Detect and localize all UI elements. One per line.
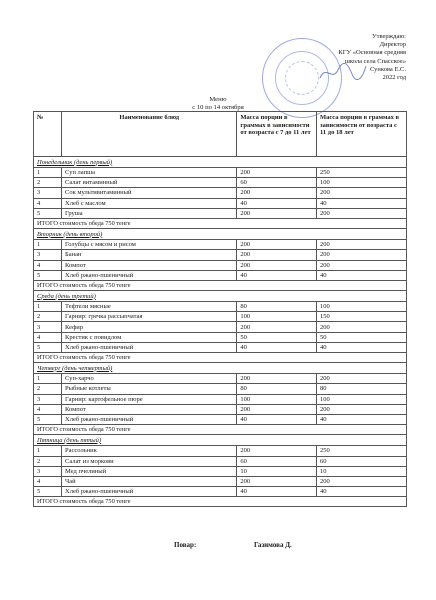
total-label: ИТОГО стоимость обеда 750 тенге (34, 497, 407, 507)
mass-young: 40 (237, 414, 317, 424)
mass-old: 100 (317, 178, 407, 188)
table-row (34, 384, 407, 394)
approval-line: Утверждаю: (372, 33, 406, 40)
dish-name: Крестик с повидлом (62, 332, 237, 342)
header-num: № (34, 112, 62, 157)
mass-old: 200 (317, 188, 407, 198)
total-row (34, 497, 407, 507)
table-header-row (34, 112, 407, 157)
mass-old: 200 (317, 322, 407, 332)
row-number: 5 (34, 487, 62, 497)
mass-old: 100 (317, 394, 407, 404)
day-label: Пятница (день пятый) (34, 435, 407, 446)
table-row (34, 250, 407, 260)
mass-old: 250 (317, 168, 407, 178)
dish-name: Суп лапша (62, 168, 237, 178)
mass-young: 10 (237, 466, 317, 476)
mass-old: 40 (317, 487, 407, 497)
cook-label: Повар: (174, 541, 197, 549)
total-label: ИТОГО стоимость обеда 750 тенге (34, 218, 407, 228)
day-label: Понедельник (день первый) (34, 157, 407, 168)
row-number: 3 (34, 250, 62, 260)
table-row (34, 178, 407, 188)
row-number: 2 (34, 178, 62, 188)
row-number: 2 (34, 456, 62, 466)
dish-name: Сок мультивитаминный (62, 188, 237, 198)
table-row (34, 302, 407, 312)
total-row (34, 425, 407, 435)
day-label: Вторник (день второй) (34, 229, 407, 240)
mass-young: 200 (237, 208, 317, 218)
mass-young: 40 (237, 487, 317, 497)
table-row (34, 260, 407, 270)
row-number: 1 (34, 446, 62, 456)
dish-name: Гарнир: картофельное пюре (62, 394, 237, 404)
dish-name: Кефир (62, 322, 237, 332)
approval-line: Сункова Е.С. (369, 65, 406, 73)
row-number: 4 (34, 404, 62, 414)
header-mass-old: Масса порции в граммах в зависимости от возраста с 11 до 18 лет (317, 112, 407, 157)
day-label: Четверг (день четвертый) (34, 363, 407, 374)
mass-old: 60 (317, 456, 407, 466)
row-number: 4 (34, 476, 62, 486)
approval-line: КГУ «Основная средняя (338, 49, 406, 57)
day-label: Среда (день третий) (34, 291, 407, 302)
dish-name: Салат витаминный (62, 178, 237, 188)
mass-old: 200 (317, 250, 407, 260)
row-number: 3 (34, 322, 62, 332)
table-row (34, 240, 407, 250)
mass-young: 200 (237, 446, 317, 456)
header-name: Наименование блюд (62, 112, 237, 157)
mass-old: 10 (317, 466, 407, 476)
table-row (34, 446, 407, 456)
table-row (34, 466, 407, 476)
dish-name: Голубцы с мясом и рисом (62, 240, 237, 250)
table-row (34, 322, 407, 332)
dish-name: Хлеб с маслом (62, 198, 237, 208)
mass-old: 200 (317, 260, 407, 270)
dish-name: Хлеб ржано-пшеничный (62, 270, 237, 280)
row-number: 4 (34, 260, 62, 270)
dish-name: Рыбные котлеты (62, 384, 237, 394)
mass-old: 200 (317, 404, 407, 414)
mass-old: 40 (317, 270, 407, 280)
title-line-1: Меню (209, 96, 227, 103)
total-row (34, 280, 407, 290)
mass-young: 40 (237, 270, 317, 280)
mass-young: 80 (237, 384, 317, 394)
row-number: 2 (34, 312, 62, 322)
row-number: 3 (34, 394, 62, 404)
mass-old: 200 (317, 240, 407, 250)
table-row (34, 312, 407, 322)
total-label: ИТОГО стоимость обеда 750 тенге (34, 425, 407, 435)
dish-name: Салат из моркови (62, 456, 237, 466)
mass-old: 150 (317, 312, 407, 322)
table-row (34, 342, 407, 352)
table-row (34, 414, 407, 424)
total-row (34, 218, 407, 228)
title-line-2: с 10 по 14 октября (192, 104, 244, 111)
mass-young: 200 (237, 250, 317, 260)
table-row (34, 476, 407, 486)
mass-old: 250 (317, 446, 407, 456)
table-row (34, 332, 407, 342)
day-header-row (34, 229, 407, 240)
mass-young: 80 (237, 302, 317, 312)
mass-young: 60 (237, 456, 317, 466)
mass-young: 40 (237, 342, 317, 352)
mass-young: 200 (237, 322, 317, 332)
mass-young: 200 (237, 476, 317, 486)
header-mass-young: Масса порции в граммах в зависимости от возраста с 7 до 11 лет (237, 112, 317, 157)
day-header-row (34, 291, 407, 302)
mass-young: 200 (237, 260, 317, 270)
dish-name: Компот (62, 260, 237, 270)
row-number: 1 (34, 168, 62, 178)
table-row (34, 188, 407, 198)
approval-line: Директор (379, 41, 406, 49)
director-signature (318, 60, 368, 84)
dish-name: Тефтели мясные (62, 302, 237, 312)
menu-table (33, 111, 407, 507)
mass-young: 200 (237, 188, 317, 198)
mass-young: 50 (237, 332, 317, 342)
day-header-row (34, 363, 407, 374)
dish-name: Хлеб ржано-пшеничный (62, 342, 237, 352)
table-row (34, 374, 407, 384)
table-row (34, 168, 407, 178)
total-row (34, 353, 407, 363)
mass-old: 200 (317, 476, 407, 486)
row-number: 5 (34, 270, 62, 280)
table-row (34, 198, 407, 208)
approval-line: школа села Спасское» (344, 57, 406, 65)
mass-old: 40 (317, 342, 407, 352)
table-row (34, 270, 407, 280)
dish-name: Суп-харчо (62, 374, 237, 384)
dish-name: Хлеб ржано-пшеничный (62, 487, 237, 497)
row-number: 5 (34, 414, 62, 424)
total-label: ИТОГО стоимость обеда 750 тенге (34, 280, 407, 290)
mass-young: 60 (237, 178, 317, 188)
row-number: 2 (34, 384, 62, 394)
total-label: ИТОГО стоимость обеда 750 тенге (34, 353, 407, 363)
mass-young: 100 (237, 312, 317, 322)
dish-name: Мед пчелиный (62, 466, 237, 476)
dish-name: Рассольник (62, 446, 237, 456)
mass-old: 200 (317, 374, 407, 384)
row-number: 1 (34, 240, 62, 250)
mass-old: 40 (317, 198, 407, 208)
dish-name: Чай (62, 476, 237, 486)
row-number: 5 (34, 342, 62, 352)
mass-old: 40 (317, 414, 407, 424)
dish-name: Гарнир: гречка рассыпчатая (62, 312, 237, 322)
row-number: 4 (34, 198, 62, 208)
table-row (34, 404, 407, 414)
mass-young: 100 (237, 394, 317, 404)
mass-old: 100 (317, 302, 407, 312)
mass-old: 50 (317, 332, 407, 342)
row-number: 1 (34, 302, 62, 312)
dish-name: Компот (62, 404, 237, 414)
mass-young: 200 (237, 404, 317, 414)
day-header-row (34, 157, 407, 168)
dish-name: Хлеб ржано-пшеничный (62, 414, 237, 424)
cook-name: Газимова Д. (254, 541, 292, 549)
mass-young: 200 (237, 168, 317, 178)
day-header-row (34, 435, 407, 446)
row-number: 3 (34, 466, 62, 476)
table-row (34, 487, 407, 497)
table-row (34, 394, 407, 404)
document-title (0, 96, 436, 112)
mass-young: 200 (237, 240, 317, 250)
row-number: 3 (34, 188, 62, 198)
dish-name: Груша (62, 208, 237, 218)
table-row (34, 208, 407, 218)
mass-young: 200 (237, 374, 317, 384)
dish-name: Банан (62, 250, 237, 260)
row-number: 4 (34, 332, 62, 342)
approval-line: 2022 год (382, 74, 406, 82)
row-number: 5 (34, 208, 62, 218)
mass-old: 80 (317, 384, 407, 394)
mass-old: 200 (317, 208, 407, 218)
menu-body (34, 157, 407, 507)
row-number: 1 (34, 374, 62, 384)
table-row (34, 456, 407, 466)
mass-young: 40 (237, 198, 317, 208)
